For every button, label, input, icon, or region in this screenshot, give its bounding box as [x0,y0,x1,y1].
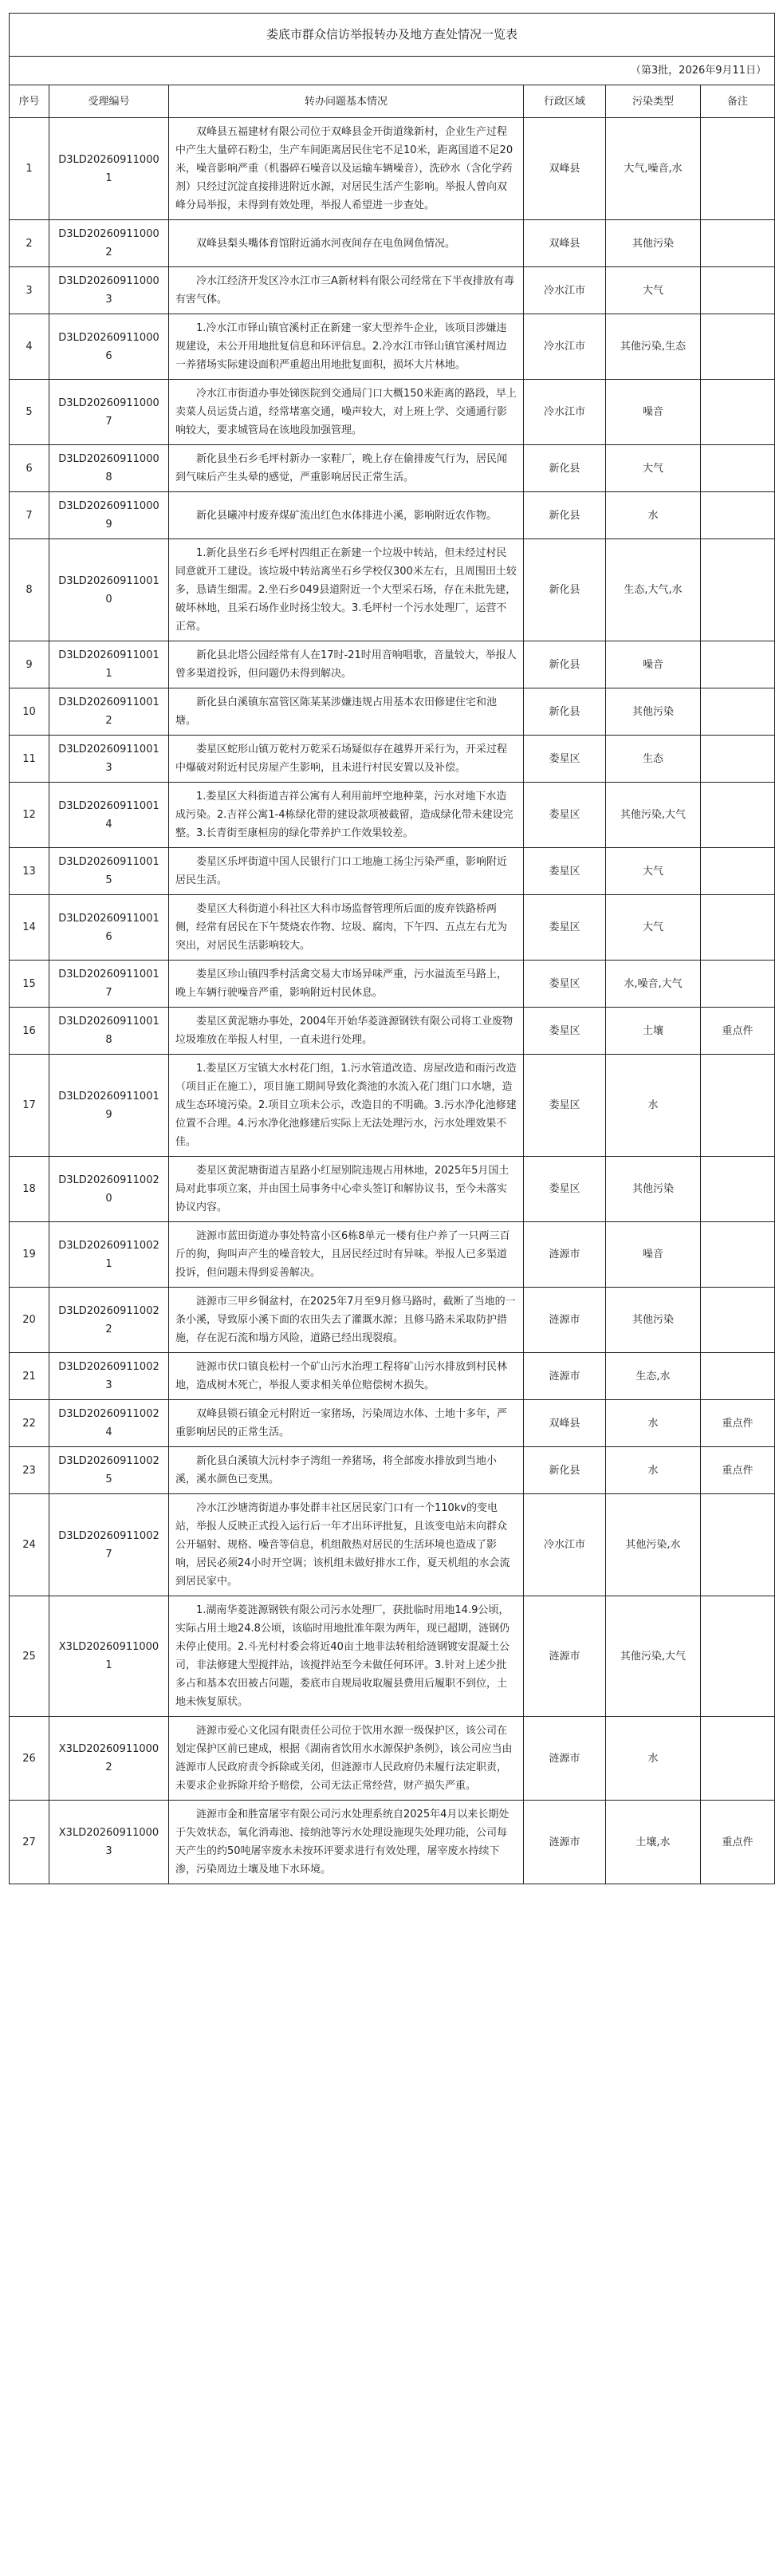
cell-content: 新化县白溪镇大沅村李子湾组一养猪场，将全部废水排放到当地小溪，溪水颜色已变黑。 [169,1447,524,1494]
table-row [10,1801,775,1884]
cell-content: 涟源市蓝田街道办事处特富小区6栋8单元一楼有住户养了一只两三百斤的狗，狗叫声产生的噪音较大，且居民经过时有异味。举报人已多渠道投诉，但问题未得到妥善解决。 [169,1222,524,1288]
table-row [10,641,775,688]
table-row [10,688,775,736]
cell-code: D3LD202609110007 [49,380,169,445]
cell-note [701,1055,775,1157]
document-title: 娄底市群众信访举报转办及地方查处情况一览表 [10,14,775,57]
cell-no: 5 [10,380,49,445]
cell-content: 双峰县五福建材有限公司位于双峰县金开街道缘新村，企业生产过程中产生大量碎石粉尘，生产车间距离居民住宅不足10米，距离国道不足20米，噪音影响严重（机器碎石噪音以及运输车辆噪音），洗砂水（含化学药剂）只经过沉淀直接排进附近水源，对居民生活产生影响。举报人曾向双峰分局举报，未得到有效处理，举报人希望进一步查处。 [169,118,524,220]
document-page [9,0,774,1884]
cell-type: 其他污染,水 [606,1494,701,1596]
cell-code: D3LD202609110013 [49,736,169,783]
cell-content: 双峰县梨头嘴体育馆附近涌水河夜间存在电鱼网鱼情况。 [169,220,524,267]
cell-code: D3LD202609110025 [49,1447,169,1494]
cell-region: 娄星区 [524,736,606,783]
table-row [10,267,775,314]
cell-code: D3LD202609110006 [49,314,169,380]
cell-no: 24 [10,1494,49,1596]
cell-type: 其他污染 [606,1157,701,1222]
table-row [10,118,775,220]
batch-row [10,57,775,85]
table-row [10,1008,775,1055]
table-row [10,1288,775,1353]
cell-content: 1.娄星区大科街道吉祥公寓有人利用前坪空地种菜，污水对地下水造成污染。2.吉祥公寓1-4栋绿化带的建设款项被截留，造成绿化带未建设完整。3.长青街至康桓房的绿化带养护工作效果较差。 [169,783,524,848]
cell-no: 2 [10,220,49,267]
cell-note [701,118,775,220]
cell-no: 17 [10,1055,49,1157]
cell-content: 娄星区蛇形山镇万乾村万乾采石场疑似存在越界开采行为，开采过程中爆破对附近村民房屋产生影响，且未进行村民安置以及补偿。 [169,736,524,783]
cell-note [701,1222,775,1288]
cell-region: 冷水江市 [524,314,606,380]
cell-code: X3LD202609110002 [49,1717,169,1801]
cell-type: 大气,噪音,水 [606,118,701,220]
table-row [10,1222,775,1288]
cell-no: 23 [10,1447,49,1494]
cell-content: 新化县白溪镇东富管区陈某某涉嫌违规占用基本农田修建住宅和池塘。 [169,688,524,736]
cell-region: 涟源市 [524,1717,606,1801]
cell-type: 生态 [606,736,701,783]
cell-note: 重点件 [701,1447,775,1494]
cell-type: 大气 [606,895,701,961]
cell-no: 9 [10,641,49,688]
cell-no: 22 [10,1400,49,1447]
cell-code: X3LD202609110003 [49,1801,169,1884]
cell-region: 新化县 [524,1447,606,1494]
cell-region: 冷水江市 [524,1494,606,1596]
cell-no: 27 [10,1801,49,1884]
cell-note [701,220,775,267]
table-row [10,380,775,445]
table-body [10,14,775,1884]
table-row [10,783,775,848]
table-row [10,1157,775,1222]
cell-no: 1 [10,118,49,220]
cell-type: 噪音 [606,1222,701,1288]
table-row [10,1353,775,1400]
cell-type: 其他污染 [606,688,701,736]
cell-code: D3LD202609110002 [49,220,169,267]
table-row [10,736,775,783]
table-row [10,1717,775,1801]
cell-no: 11 [10,736,49,783]
table-row [10,220,775,267]
cell-content: 娄星区珍山镇四季村活禽交易大市场异味严重，污水溢流至马路上，晚上车辆行驶噪音严重，影响附近村民休息。 [169,961,524,1008]
cell-no: 21 [10,1353,49,1400]
cell-type: 生态,大气,水 [606,539,701,641]
cell-content: 娄星区黄泥塘办事处，2004年开始华菱涟源钢铁有限公司将工业废物垃圾堆放在举报人村里，一直未进行处理。 [169,1008,524,1055]
cell-note [701,380,775,445]
cell-content: 新化县北塔公园经常有人在17时-21时用音响唱歌，音量较大，举报人曾多渠道投诉，但问题仍未得到解决。 [169,641,524,688]
cell-note [701,848,775,895]
cell-code: D3LD202609110011 [49,641,169,688]
cell-content: 双峰县锁石镇金元村附近一家猪场，污染周边水体、土地十多年，严重影响居民的正常生活。 [169,1400,524,1447]
header-note: 备注 [701,85,775,118]
cell-content: 涟源市伏口镇良松村一个矿山污水治理工程将矿山污水排放到村民林地，造成树木死亡，举报人要求相关单位赔偿树木损失。 [169,1353,524,1400]
cell-code: D3LD202609110027 [49,1494,169,1596]
cell-region: 涟源市 [524,1353,606,1400]
cell-region: 双峰县 [524,1400,606,1447]
cell-region: 双峰县 [524,220,606,267]
cell-no: 20 [10,1288,49,1353]
cell-code: D3LD202609110021 [49,1222,169,1288]
cell-type: 水 [606,492,701,539]
cell-note [701,688,775,736]
cell-no: 13 [10,848,49,895]
cell-content: 冷水江市街道办事处锑医院到交通局门口大概150米距离的路段，早上卖菜人员运货占道，经常堵塞交通，噪声较大，对上班上学、交通通行影响较大，要求城管局在该地段加强管理。 [169,380,524,445]
cell-note [701,641,775,688]
cell-type: 水 [606,1055,701,1157]
cell-region: 涟源市 [524,1222,606,1288]
cell-note [701,1717,775,1801]
cell-region: 娄星区 [524,1157,606,1222]
cell-no: 7 [10,492,49,539]
cell-no: 12 [10,783,49,848]
cell-code: D3LD202609110003 [49,267,169,314]
cell-note [701,895,775,961]
cell-no: 18 [10,1157,49,1222]
cell-region: 新化县 [524,641,606,688]
cell-no: 26 [10,1717,49,1801]
cell-code: D3LD202609110014 [49,783,169,848]
cell-type: 大气 [606,848,701,895]
cell-region: 涟源市 [524,1801,606,1884]
cell-note [701,736,775,783]
header-no: 序号 [10,85,49,118]
table-row [10,1055,775,1157]
cell-no: 8 [10,539,49,641]
cell-content: 1.冷水江市铎山镇官溪村正在新建一家大型养牛企业，该项目涉嫌违规建设，未公开用地批复信息和环评信息。2.冷水江市铎山镇官溪村周边一养猪场实际建设面积严重超出用地批复面积，损坏大片林地。 [169,314,524,380]
table-row [10,1494,775,1596]
cell-note [701,1596,775,1717]
cell-note: 重点件 [701,1801,775,1884]
cell-note [701,539,775,641]
cell-note: 重点件 [701,1008,775,1055]
cell-note [701,1157,775,1222]
cell-region: 娄星区 [524,1055,606,1157]
cell-code: D3LD202609110008 [49,445,169,492]
cell-code: D3LD202609110010 [49,539,169,641]
cell-note [701,1288,775,1353]
cell-no: 3 [10,267,49,314]
table-row [10,1400,775,1447]
header-row [10,85,775,118]
cell-region: 新化县 [524,445,606,492]
cell-note: 重点件 [701,1400,775,1447]
cell-content: 1.新化县坐石乡毛坪村四组正在新建一个垃圾中转站，但未经过村民同意就开工建设。该垃圾中转站离坐石乡学校仅300米左右，且周围田土较多，恳请生细需。2.坐石乡049县道附近一个大型采石场，存在未批先建，破坏林地，且采石场作业时扬尘较大。3.毛坪村一个污水处理厂，运营不正常。 [169,539,524,641]
cell-code: D3LD202609110016 [49,895,169,961]
cell-code: D3LD202609110018 [49,1008,169,1055]
cell-code: D3LD202609110017 [49,961,169,1008]
cell-region: 冷水江市 [524,267,606,314]
cell-type: 其他污染,大气 [606,1596,701,1717]
table-row [10,1596,775,1717]
cell-type: 水 [606,1447,701,1494]
cell-type: 大气 [606,445,701,492]
cell-note [701,1494,775,1596]
table-row [10,492,775,539]
table-row [10,895,775,961]
cell-type: 其他污染 [606,220,701,267]
header-region: 行政区域 [524,85,606,118]
cell-type: 其他污染 [606,1288,701,1353]
cell-region: 新化县 [524,688,606,736]
cell-content: 1.湖南华菱涟源钢铁有限公司污水处理厂，获批临时用地14.9公顷，实际占用土地24.8公顷，该临时用地批准年限为两年，现已超期，涟钢仍未停止使用。2.斗光村村委会将近40亩土地非法转租给涟钢镀安混凝土公司，非法修建大型搅拌站，该搅拌站至今未做任何环评。3.针对上述少批多占和基本农田被占问题，娄底市自规局收取履县费用后履职不到位，土地未恢复原状。 [169,1596,524,1717]
cell-type: 其他污染,生态 [606,314,701,380]
cell-note [701,961,775,1008]
batch-info: （第3批，2026年9月11日） [10,57,775,85]
cell-code: D3LD202609110015 [49,848,169,895]
cell-code: D3LD202609110024 [49,1400,169,1447]
cell-no: 14 [10,895,49,961]
cell-region: 娄星区 [524,1008,606,1055]
cell-type: 噪音 [606,641,701,688]
cell-type: 土壤,水 [606,1801,701,1884]
cell-type: 水 [606,1400,701,1447]
cell-code: D3LD202609110023 [49,1353,169,1400]
cell-content: 涟源市三甲乡铜盆村，在2025年7月至9月修马路时，截断了当地的一条小溪，导致原小溪下面的农田失去了灌溉水源；且修马路未采取防护措施，存在泥石流和塌方风险，道路已经出现裂痕。 [169,1288,524,1353]
cell-code: D3LD202609110019 [49,1055,169,1157]
cell-no: 16 [10,1008,49,1055]
cell-region: 新化县 [524,539,606,641]
cell-region: 涟源市 [524,1596,606,1717]
cell-region: 娄星区 [524,961,606,1008]
complaint-table [9,13,775,1884]
cell-region: 娄星区 [524,848,606,895]
cell-note [701,267,775,314]
cell-type: 其他污染,大气 [606,783,701,848]
cell-type: 水 [606,1717,701,1801]
cell-type: 生态,水 [606,1353,701,1400]
cell-content: 涟源市爱心文化园有限责任公司位于饮用水源一级保护区，该公司在划定保护区前已建成，根据《湖南省饮用水水源保护条例》，该公司应当由涟源市人民政府责令拆除或关闭，但涟源市人民政府仍未履行法定职责，未要求企业拆除并给予赔偿，公司无法正常经营，财产损失严重。 [169,1717,524,1801]
cell-type: 水,噪音,大气 [606,961,701,1008]
cell-code: D3LD202609110012 [49,688,169,736]
cell-note [701,1353,775,1400]
header-code: 受理编号 [49,85,169,118]
header-content: 转办问题基本情况 [169,85,524,118]
cell-code: D3LD202609110009 [49,492,169,539]
cell-content: 冷水江经济开发区冷水江市三A新材料有限公司经常在下半夜排放有毒有害气体。 [169,267,524,314]
cell-no: 15 [10,961,49,1008]
cell-content: 冷水江沙塘湾街道办事处群丰社区居民家门口有一个110kv的变电站，举报人反映正式投入运行后一年才出环评批复，且该变电站未向群众公开辐射、规格、噪音等信息，机组散热对居民的生活环境也造成了影响，居民必须24小时开空调；该机组未做好排水工作，夏天机组的水会流到居民家中。 [169,1494,524,1596]
table-row [10,1447,775,1494]
cell-content: 娄星区乐坪街道中国人民银行门口工地施工扬尘污染严重，影响附近居民生活。 [169,848,524,895]
cell-no: 19 [10,1222,49,1288]
cell-code: D3LD202609110020 [49,1157,169,1222]
title-row [10,14,775,57]
cell-region: 冷水江市 [524,380,606,445]
cell-content: 涟源市金和胜富屠宰有限公司污水处理系统自2025年4月以来长期处于失效状态，氧化消毒池、接纳池等污水处理设施现失处理功能，公司每天产生的约50吨屠宰废水未按环评要求进行有效处理，屠宰废水持续下渗，污染周边土壤及地下水环境。 [169,1801,524,1884]
table-row [10,539,775,641]
table-row [10,848,775,895]
cell-region: 娄星区 [524,783,606,848]
cell-content: 娄星区黄泥塘街道吉星路小红屋别院违规占用林地，2025年5月国土局对此事项立案，并由国土局事务中心牵头签订和解协议书，至今未落实协议内容。 [169,1157,524,1222]
table-row [10,314,775,380]
cell-content: 娄星区大科街道小科社区大科市场监督管理所后面的废弃铁路桥两侧，经常有居民在下午焚烧农作物、垃圾、腐肉，下午四、五点左右尤为突出，对居民生活影响较大。 [169,895,524,961]
cell-content: 新化县坐石乡毛坪村新办一家鞋厂，晚上存在偷排废气行为，居民闻到气味后产生头晕的感觉，严重影响居民正常生活。 [169,445,524,492]
cell-code: D3LD202609110001 [49,118,169,220]
cell-type: 土壤 [606,1008,701,1055]
cell-region: 双峰县 [524,118,606,220]
cell-no: 25 [10,1596,49,1717]
table-row [10,445,775,492]
cell-type: 噪音 [606,380,701,445]
cell-content: 1.娄星区万宝镇大水村花门组，1.污水管道改造、房屋改造和雨污改造（项目正在施工），项目施工期间导致化粪池的水流入花门组门口水塘，造成生态环境污染。2.项目立项未公示，改造目的不明确。3.污水净化池修建位置不合理。4.污水净化池修建后实际上无法处理污水，污水处理效果不佳。 [169,1055,524,1157]
cell-note [701,783,775,848]
cell-region: 娄星区 [524,895,606,961]
cell-note [701,445,775,492]
cell-code: D3LD202609110022 [49,1288,169,1353]
cell-note [701,314,775,380]
cell-no: 4 [10,314,49,380]
cell-no: 10 [10,688,49,736]
cell-content: 新化县曦冲村废弃煤矿流出红色水体排进小溪，影响附近农作物。 [169,492,524,539]
cell-code: X3LD202609110001 [49,1596,169,1717]
cell-note [701,492,775,539]
cell-region: 涟源市 [524,1288,606,1353]
header-type: 污染类型 [606,85,701,118]
cell-region: 新化县 [524,492,606,539]
table-row [10,961,775,1008]
cell-type: 大气 [606,267,701,314]
cell-no: 6 [10,445,49,492]
